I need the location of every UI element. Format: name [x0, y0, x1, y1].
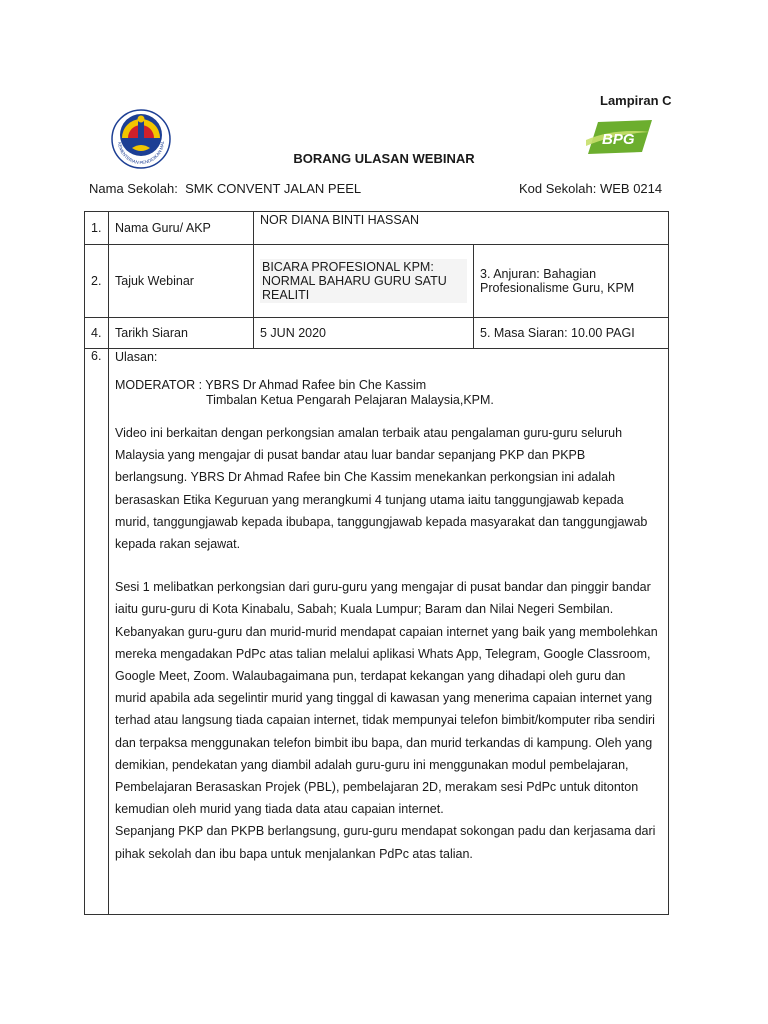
field-value-broadcast-date: 5 JUN 2020 — [254, 318, 474, 349]
review-paragraph-2: Sesi 1 melibatkan perkongsian dari guru-guru yang mengajar di pusat bandar dan pinggir bandar iaitu guru-guru di Kota Kinabalu, Sabah; Kuala Lumpur; Baram dan Nilai Negeri Sembilan. Kebanyakan guru-guru dan murid-murid mendapat capaian internet yang baik yang membolehkan mereka mengadakan PdPc atas talian melalui aplikasi Whats App, Telegram, Google Classroom, Google Meet, Zoom. Walaubagaimana pun, terdapat kekangan yang dihadapi oleh guru dan murid apabila ada segelintir murid yang tinggal di kawasan yang menerima capaian internet yang terhad atau langsung tiada capaian internet, tidak mempunyai telefon bimbit/komputer riba sendiri dan terpaksa menggunakan telefon bimbit ibu bapa, dan murid terkandas di kampung. Oleh yang demikian, pendekatan yang diambil adalah guru-guru ini menggunakan modul pembelajaran, Pembelajaran Berasaskan Projek (PBL), pembelajaran 2D, merakam sesi PdPc untuk ditonton kemudian oleh murid yang tiada data atau capaian internet. — [115, 580, 658, 817]
review-form-table — [84, 211, 669, 915]
row-number: 2. — [85, 245, 109, 318]
table-row — [85, 245, 669, 318]
review-paragraph-3: Sepanjang PKP dan PKPB berlangsung, guru-guru mendapat sokongan padu dan kerjasama dari pihak sekolah dan ibu bapa untuk menjalankan PdPc atas talian. — [115, 824, 656, 861]
table-row — [85, 349, 669, 915]
school-code — [519, 181, 662, 196]
field-label-teacher: Nama Guru/ AKP — [109, 212, 254, 245]
school-name-value: SMK CONVENT JALAN PEEL — [185, 181, 362, 196]
school-name — [89, 181, 361, 196]
field-label-broadcast-date: Tarikh Siaran — [109, 318, 254, 349]
table-row — [85, 212, 669, 245]
lampiran-label: Lampiran C — [600, 93, 672, 108]
school-code-value: WEB 0214 — [599, 181, 663, 196]
field-value-webinar-title — [254, 245, 474, 318]
row-number: 6. — [85, 349, 109, 915]
review-paragraph-1: Video ini berkaitan dengan perkongsian amalan terbaik atau pengalaman guru-guru seluruh Malaysia yang mengajar di pusat bandar atau luar bandar sepanjang PKP dan PKPB berlangsung. YBRS Dr Ahmad Rafee bin Che Kassim menekankan perkongsian ini adalah berasaskan Etika Keguruan yang merangkumi 4 tunjang utama iaitu tanggungjawab kepada murid, tanggungjawab kepada ibubapa, tanggungjawab kepada masyarakat dan tanggungjawab kepada rakan sejawat. — [115, 426, 648, 552]
field-label-webinar-title: Tajuk Webinar — [109, 245, 254, 318]
crest-ring-text: KEMENTERIAN PENDIDIKAN MAL — [116, 140, 166, 166]
row-number: 4. — [85, 318, 109, 349]
school-code-label: Kod Sekolah: — [519, 181, 597, 196]
bpg-logo-text: BPG — [602, 131, 635, 148]
school-name-label: Nama Sekolah: — [89, 181, 178, 196]
field-value-teacher: NOR DIANA BINTI HASSAN — [254, 212, 669, 245]
moderator-block — [115, 378, 658, 408]
moderator-line: MODERATOR : YBRS Dr Ahmad Rafee bin Che Kassim — [115, 378, 427, 392]
table-row — [85, 318, 669, 349]
webinar-title-text: BICARA PROFESIONAL KPM: NORMAL BAHARU GURU SATU REALITI — [260, 259, 467, 303]
moderator-position: Timbalan Ketua Pengarah Pelajaran Malaysia,KPM. — [206, 393, 494, 407]
field-organizer: 3. Anjuran: Bahagian Profesionalisme Guru, KPM — [474, 245, 669, 318]
review-cell — [109, 349, 669, 915]
form-title: BORANG ULASAN WEBINAR — [293, 151, 475, 166]
row-number: 1. — [85, 212, 109, 245]
field-broadcast-time: 5. Masa Siaran: 10.00 PAGI — [474, 318, 669, 349]
review-label: Ulasan: — [115, 350, 158, 364]
